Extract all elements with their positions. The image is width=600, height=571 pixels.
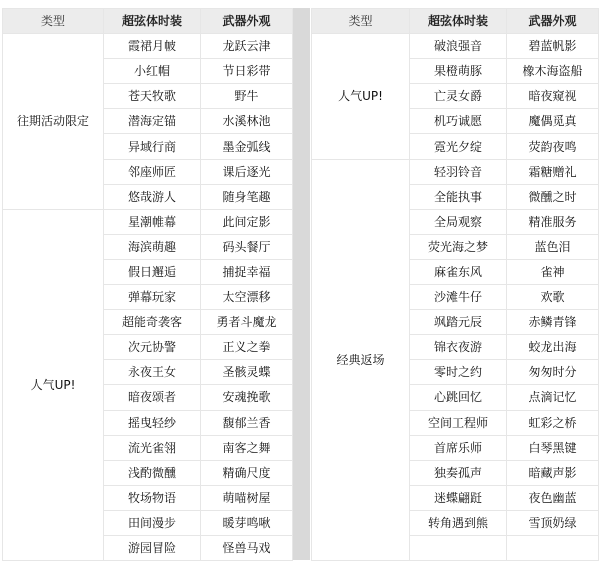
table-row	[3, 209, 293, 234]
outfit-cell: 麻雀东风	[410, 259, 507, 284]
weapon-cell: 安魂挽歌	[201, 385, 293, 410]
outfit-cell: 星潮帷幕	[104, 209, 201, 234]
outfit-cell: 悠哉游人	[104, 184, 201, 209]
outfit-cell: 牧场物语	[104, 485, 201, 510]
header-row	[312, 9, 599, 34]
outfit-cell: 果橙萌豚	[410, 59, 507, 84]
left-body	[3, 34, 293, 561]
table-row	[312, 159, 599, 184]
weapon-cell: 白琴黑键	[507, 435, 599, 460]
outfit-cell: 机巧诚愿	[410, 109, 507, 134]
weapon-cell: 野牛	[201, 84, 293, 109]
outfit-cell: 亡灵女爵	[410, 84, 507, 109]
outfit-cell: 海滨萌趣	[104, 234, 201, 259]
outfit-cell: 荧光海之梦	[410, 234, 507, 259]
weapon-cell: 匆匆时分	[507, 360, 599, 385]
weapon-cell: 魔偶觅真	[507, 109, 599, 134]
weapon-cell: 节日彩带	[201, 59, 293, 84]
weapon-cell: 欢歌	[507, 285, 599, 310]
outfit-cell: 假日邂逅	[104, 259, 201, 284]
weapon-cell: 精准服务	[507, 209, 599, 234]
type-header: 类型	[312, 9, 410, 34]
weapon-cell: 精确尺度	[201, 460, 293, 485]
outfit-cell: 迷蝶翩跹	[410, 485, 507, 510]
weapon-cell: 捕捉幸福	[201, 259, 293, 284]
outfit-cell: 破浪强音	[410, 34, 507, 59]
left-table	[2, 8, 293, 561]
weapon-cell: 太空漂移	[201, 285, 293, 310]
right-table	[311, 8, 599, 561]
group-label: 人气UP!	[3, 209, 104, 560]
outfit-cell: 苍天牧歌	[104, 84, 201, 109]
outfit-cell: 空间工程师	[410, 410, 507, 435]
outfit-cell: 异域行商	[104, 134, 201, 159]
weapon-cell: 萌喵树屋	[201, 485, 293, 510]
weapon-cell: 水溪林池	[201, 109, 293, 134]
weapon-cell: 雪顶奶绿	[507, 510, 599, 535]
outfit-cell: 转角遇到熊	[410, 510, 507, 535]
outfit-cell: 零时之约	[410, 360, 507, 385]
type-header: 类型	[3, 9, 104, 34]
group-label: 往期活动限定	[3, 34, 104, 210]
weapon-cell: 勇者斗魔龙	[201, 310, 293, 335]
outfit-cell: 潜海定锚	[104, 109, 201, 134]
outfit-cell: 霓光夕绽	[410, 134, 507, 159]
weapon-cell: 荧韵夜鸣	[507, 134, 599, 159]
outfit-header: 超弦体时装	[104, 9, 201, 34]
weapon-cell: 暗藏声影	[507, 460, 599, 485]
outfit-cell: 流光雀翎	[104, 435, 201, 460]
weapon-cell: 课后逐光	[201, 159, 293, 184]
weapon-cell: 墨金弧线	[201, 134, 293, 159]
weapon-cell: 雀神	[507, 259, 599, 284]
group-label: 人气UP!	[312, 34, 410, 159]
weapon-cell: 蓝色泪	[507, 234, 599, 259]
header-row	[3, 9, 293, 34]
outfit-cell: 暗夜颂者	[104, 385, 201, 410]
weapon-cell: 馥郁兰香	[201, 410, 293, 435]
weapon-cell: 码头餐厅	[201, 234, 293, 259]
outfit-cell: 霞裙月帔	[104, 34, 201, 59]
outfit-cell	[410, 535, 507, 560]
weapon-header: 武器外观	[201, 9, 293, 34]
outfit-cell: 首席乐师	[410, 435, 507, 460]
weapon-cell: 微醺之时	[507, 184, 599, 209]
outfit-cell: 轻羽铃音	[410, 159, 507, 184]
outfit-cell: 超能奇袭客	[104, 310, 201, 335]
weapon-cell: 龙跃云津	[201, 34, 293, 59]
outfit-cell: 游园冒险	[104, 535, 201, 560]
outfit-cell: 沙滩牛仔	[410, 285, 507, 310]
group-label: 经典返场	[312, 159, 410, 561]
weapon-cell: 赤鳞青锋	[507, 310, 599, 335]
weapon-cell: 碧蓝帆影	[507, 34, 599, 59]
weapon-cell: 夜色幽蓝	[507, 485, 599, 510]
right-body	[312, 34, 599, 561]
table-row	[3, 34, 293, 59]
weapon-cell: 暖芽鸣啾	[201, 510, 293, 535]
outfit-cell: 锦衣夜游	[410, 335, 507, 360]
weapon-header: 武器外观	[507, 9, 599, 34]
weapon-cell: 蛟龙出海	[507, 335, 599, 360]
weapon-cell	[507, 535, 599, 560]
weapon-cell: 随身笔趣	[201, 184, 293, 209]
outfit-header: 超弦体时装	[410, 9, 507, 34]
table-row	[312, 34, 599, 59]
outfit-cell: 小红帽	[104, 59, 201, 84]
outfit-cell: 飒踏元辰	[410, 310, 507, 335]
weapon-cell: 霜糖赠礼	[507, 159, 599, 184]
weapon-cell: 暗夜窥视	[507, 84, 599, 109]
weapon-cell: 点滴记忆	[507, 385, 599, 410]
weapon-cell: 此间定影	[201, 209, 293, 234]
weapon-cell: 南客之舞	[201, 435, 293, 460]
outfit-cell: 独奏孤声	[410, 460, 507, 485]
weapon-cell: 橡木海盗船	[507, 59, 599, 84]
weapon-cell: 虹彩之桥	[507, 410, 599, 435]
outfit-cell: 弹幕玩家	[104, 285, 201, 310]
outfit-cell: 次元协警	[104, 335, 201, 360]
weapon-cell: 正义之拳	[201, 335, 293, 360]
outfit-cell: 田间漫步	[104, 510, 201, 535]
outfit-cell: 邻座师匠	[104, 159, 201, 184]
outfit-cell: 浅酌微醺	[104, 460, 201, 485]
outfit-cell: 摇曳轻纱	[104, 410, 201, 435]
weapon-cell: 圣骸灵蝶	[201, 360, 293, 385]
column-divider	[293, 8, 310, 560]
outfit-cell: 永夜王女	[104, 360, 201, 385]
outfit-cell: 全局观察	[410, 209, 507, 234]
outfit-cell: 全能执事	[410, 184, 507, 209]
outfit-cell: 心跳回忆	[410, 385, 507, 410]
weapon-cell: 怪兽马戏	[201, 535, 293, 560]
